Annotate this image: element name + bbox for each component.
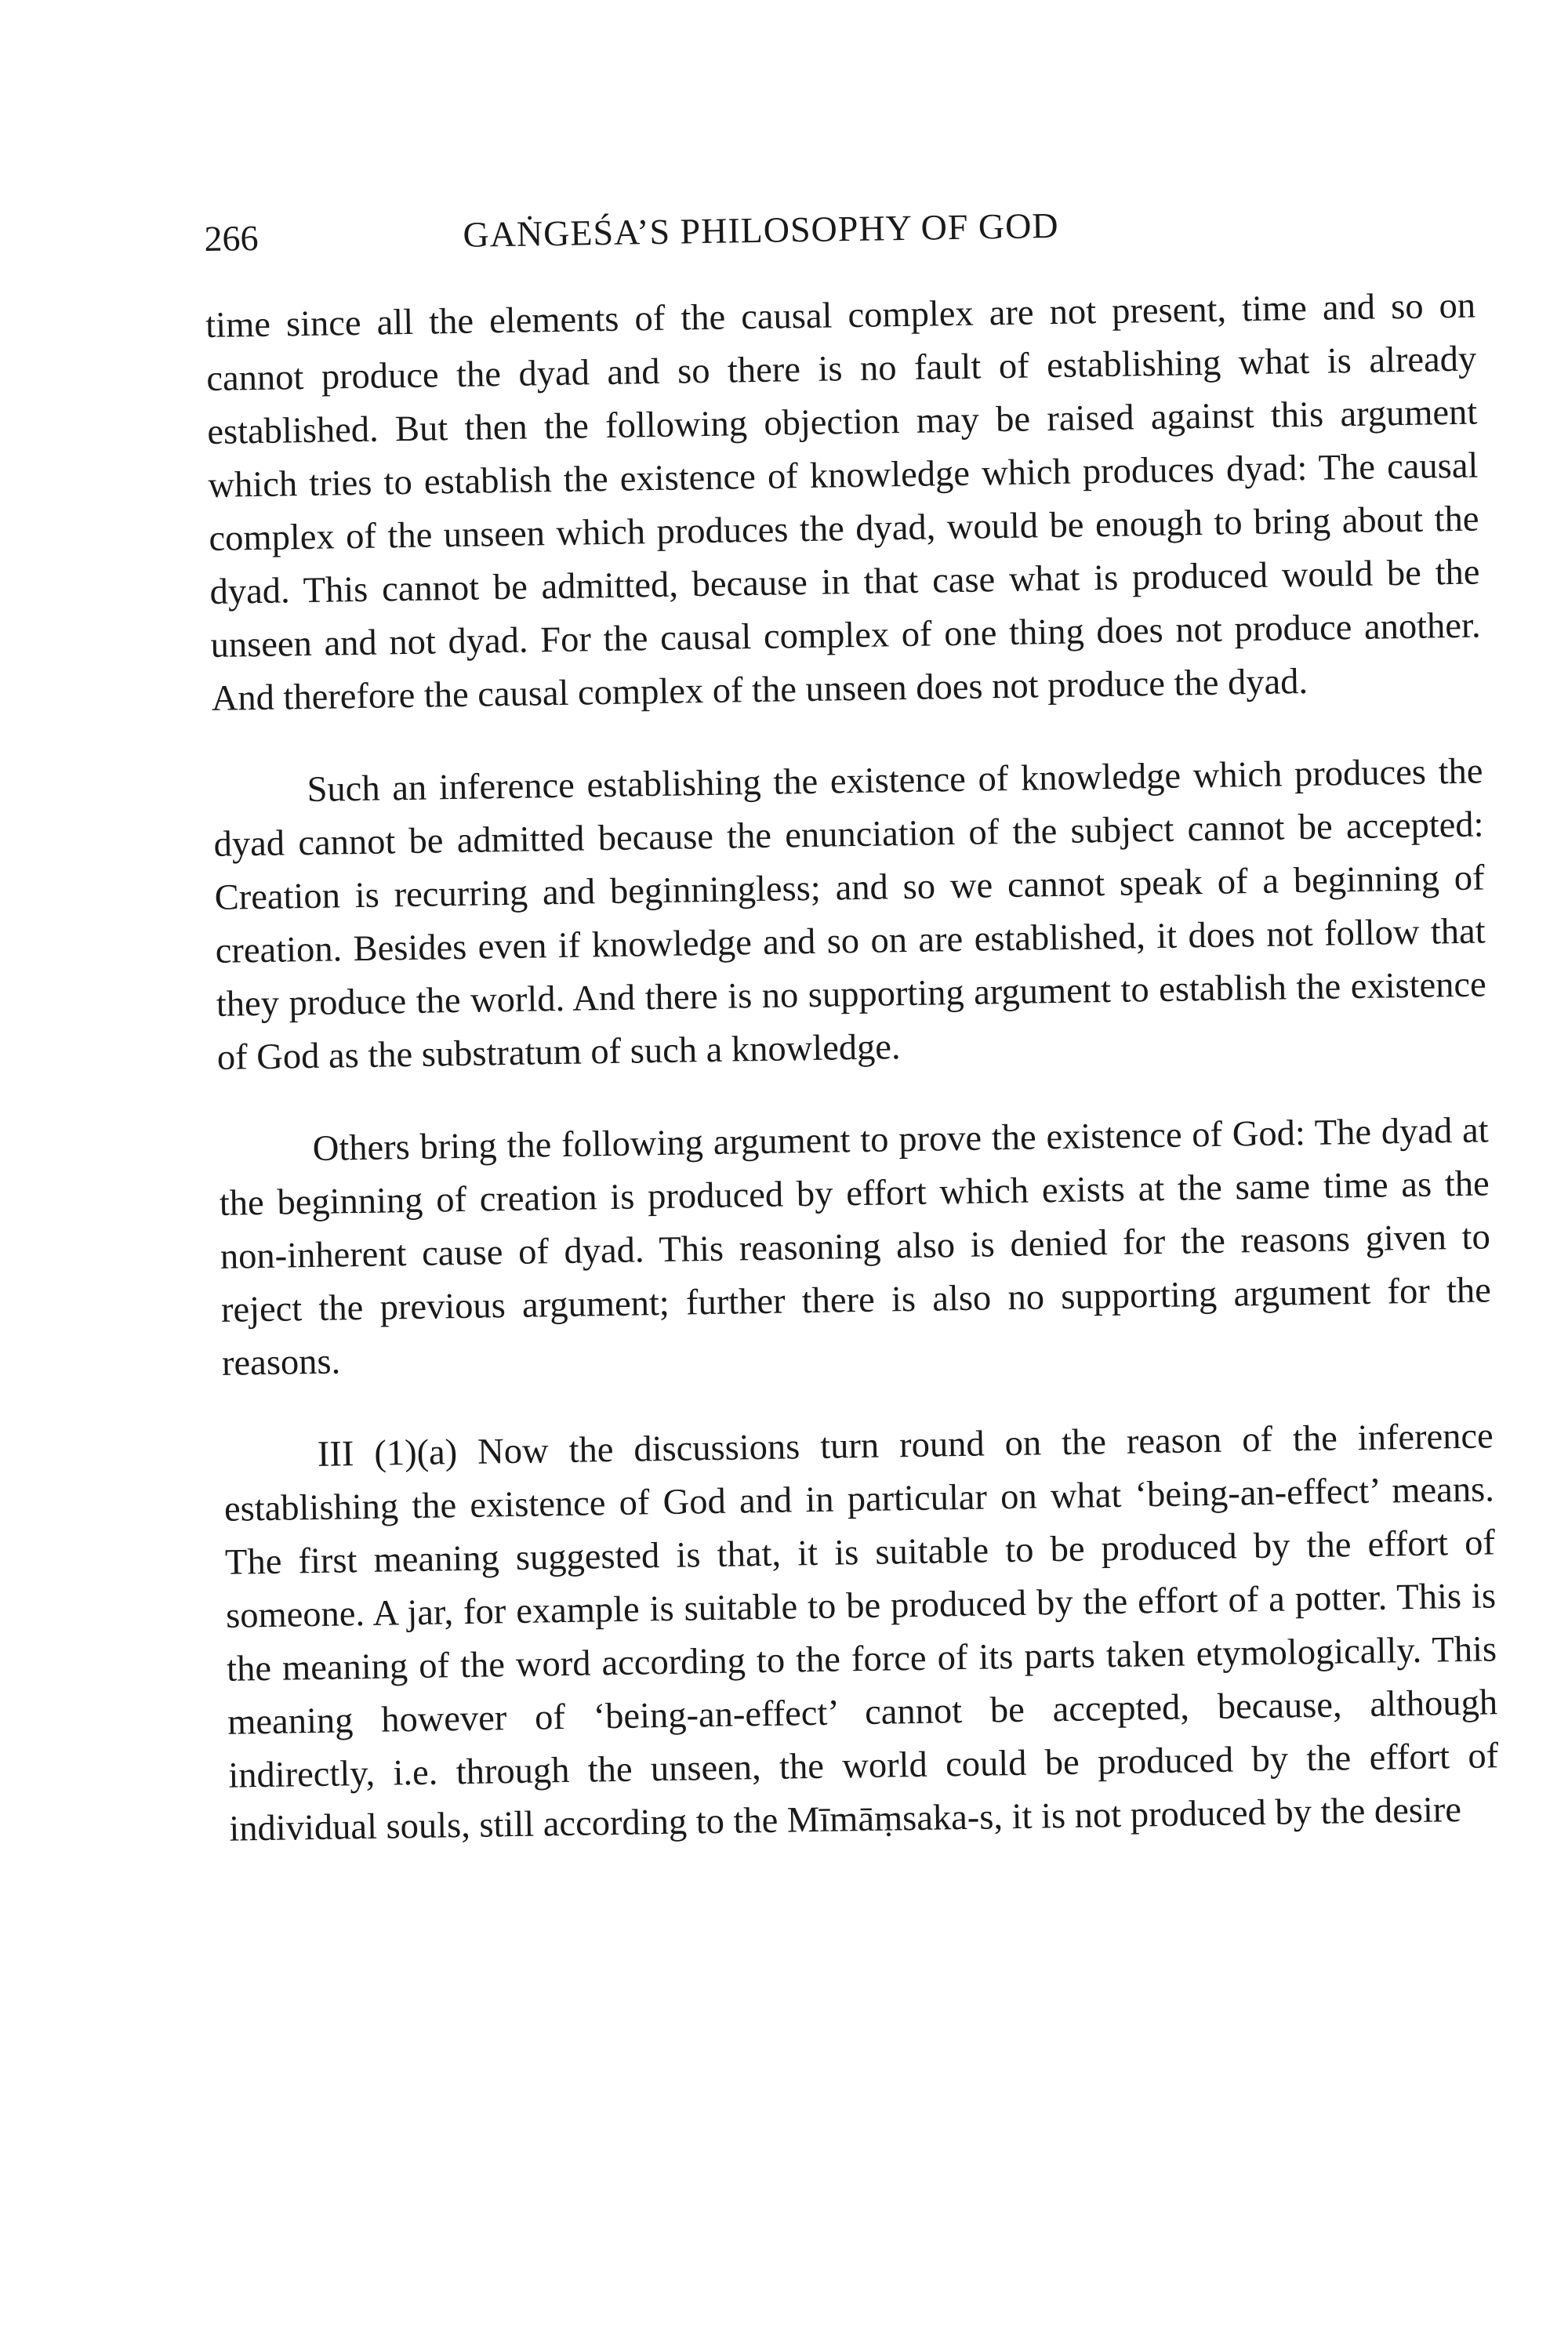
paragraph-4: III (1)(a) Now the discussions turn round on the reason of the inference establishing the existence of God and in particular on what ‘being-an-effect’ means. The first meaning suggested is that, it is suitable to be produced by the effort of someone. A jar, for example is suitable to be produced by the effort of a potter. This is the meaning of the word according to the force of its parts taken etymologically. This meaning however of ‘being-an-effect’ cannot be accepted, because, although indirectly, i.e. through the unseen, the world could be produced by the effort of individual souls, still according to the Mīmāṃsaka-s, it is not produced by the desire xyxy=(223,1416,1499,1849)
paragraph-3: Others bring the following argument to prove the existence of God: The dyad at the beginning of creation is produced by effort which exists at the same time as the non-inherent cause of dyad. This reasoning also is denied for the reasons given to reject the previous argument; further there is also no supporting argument for the reasons. xyxy=(219,1110,1492,1384)
paragraph-1: time since all the elements of the causal complex are not present, time and so on cannot produce the dyad and so there is no fault of establishing what is already established. But then the following objection may be raised against this argument which tries to establish the existence of knowledge which produces dyad: The causal complex of the unseen which produces the dyad, would be enough to bring about the dyad. This cannot be admitted, because in that case what is produced would be the unseen and not dyad. For the causal complex of one thing does not produce another. And therefore the causal complex of the unseen does not produce the dyad. xyxy=(205,285,1481,719)
paragraph-2: Such an inference establishing the existence of knowledge which produces the dyad cannot be admitted because the enunciation of the subject cannot be accepted: Creation is recurring and beginningless; and so we cannot speak of a beginning of creation. Besides even if knowledge and so on are established, it does not follow that they produce the world. And there is no supporting argument to establish the existence of God as the substratum of such a knowledge. xyxy=(213,751,1487,1078)
running-title: GAṄGEŚA’S PHILOSOPHY OF GOD xyxy=(463,205,1059,255)
book-page xyxy=(204,192,1500,1857)
body-text xyxy=(205,280,1500,1857)
running-header xyxy=(204,192,1475,267)
page-number: 266 xyxy=(204,217,259,259)
